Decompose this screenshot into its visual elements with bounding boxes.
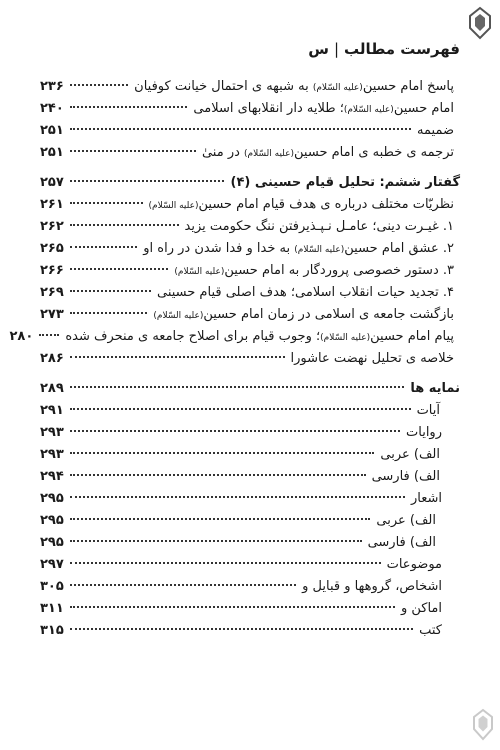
toc-entry-page-number: ۲۹۵ [40, 513, 64, 528]
toc-entry-page-number: ۲۶۱ [40, 197, 64, 212]
toc-entry-title [372, 466, 440, 489]
toc-entry-title-main: ۳. دستور خصوصی پروردگار به امام حسین [224, 263, 454, 278]
toc-entry-leader-dots [70, 452, 375, 454]
toc-entry [40, 554, 460, 576]
toc-entry-title-main: ضمیمه [417, 123, 454, 138]
toc-entry [40, 400, 460, 422]
toc-entry-title [230, 172, 460, 195]
toc-entry-page-number: ۳۱۱ [40, 601, 64, 616]
toc-entry-title [376, 510, 436, 533]
toc-entry-leader-dots [70, 246, 137, 248]
toc-entry-title-main: موضوعات [386, 557, 442, 572]
toc-entry-page-number: ۲۸۰ [9, 329, 34, 344]
toc-entry-page-number: ۲۶۵ [40, 241, 64, 256]
toc-entry-honorific: (علیه السّلام) [294, 245, 345, 255]
toc-entry-leader-dots [70, 540, 362, 542]
toc-entry-title [406, 422, 442, 445]
publisher-logo-icon [466, 6, 494, 40]
toc-entry-page-number: ۲۵۱ [40, 145, 64, 160]
toc-entry-title-main: ۲. عشق امام حسین [344, 241, 454, 256]
toc-entry-leader-dots [70, 430, 400, 432]
toc-entry [40, 532, 460, 554]
toc-entry-title-main: پاسخ امام حسین [362, 79, 454, 94]
header-separator: | [333, 40, 340, 58]
toc-entry-title [157, 282, 454, 305]
toc-entry-page-number: ۲۹۵ [40, 535, 64, 550]
toc-entry [40, 348, 460, 370]
toc-entry-title [410, 378, 460, 401]
toc-entry [40, 172, 460, 194]
toc-entry [40, 488, 460, 510]
toc-entry-title-rest: ؛ طلایه دار انقلابهای اسلامی [193, 101, 344, 116]
toc-entry-title-main: روایات [406, 425, 442, 440]
toc-entry-leader-dots [70, 180, 225, 182]
toc-entry-title [302, 576, 442, 599]
toc-entry-leader-dots [70, 562, 381, 564]
toc-entry-page-number: ۲۶۶ [40, 263, 64, 278]
toc-entry [40, 576, 460, 598]
toc-entry [40, 260, 460, 282]
toc-entry-title-main: ترجمه ی خطبه ی امام حسین [294, 145, 454, 160]
toc-entry [40, 422, 460, 444]
toc-entry-title-rest: به شبهه ی احتمال خیانت کوفیان [134, 79, 313, 94]
toc-entry-leader-dots [70, 518, 371, 520]
toc-entry-page-number: ۲۹۷ [40, 557, 64, 572]
toc-entry [40, 120, 460, 142]
toc-entry [40, 620, 460, 642]
toc-entry-title [417, 400, 440, 423]
toc-entry [40, 76, 460, 98]
toc-entry-leader-dots [70, 356, 285, 358]
toc-entry-honorific: (علیه السّلام) [343, 105, 394, 115]
toc-entry-title [411, 488, 442, 511]
toc-entry [40, 194, 460, 216]
toc-entry-title [153, 304, 454, 327]
header-page-letter: س [308, 40, 329, 58]
toc-entry-page-number: ۲۶۹ [40, 285, 64, 300]
toc-entry-page-number: ۲۵۱ [40, 123, 64, 138]
toc-entry-title-main: الف) فارسی [367, 535, 436, 550]
toc-entry-leader-dots [70, 606, 395, 608]
running-header [308, 40, 460, 58]
toc-entry-page-number: ۲۹۳ [40, 425, 64, 440]
toc-entry-leader-dots [70, 584, 296, 586]
header-title: فهرست مطالب [344, 40, 460, 58]
toc-entry-title-rest: به خدا و فدا شدن در راه او [143, 241, 295, 256]
toc-entry-title [380, 444, 440, 467]
toc-entry-title-main: امام حسین [393, 101, 454, 116]
toc-entry-page-number: ۲۶۲ [40, 219, 64, 234]
toc-entry-page-number: ۲۹۵ [40, 491, 64, 506]
toc-entry-page-number: ۳۱۵ [40, 623, 64, 638]
toc-entry-title [149, 194, 455, 217]
toc-entry-leader-dots [70, 628, 413, 630]
toc-entry-leader-dots [70, 290, 151, 292]
toc-entry-title-main: الف) فارسی [371, 469, 440, 484]
toc-entry-page-number: ۲۴۰ [40, 101, 64, 116]
toc-entry-title-main: اماکن و [400, 601, 442, 616]
toc-entry [9, 326, 460, 348]
toc-entry-title-main: گفتار ششم: تحلیل قیام حسینی (۴) [230, 175, 460, 190]
toc-entry [40, 304, 460, 326]
toc-entry-title [291, 348, 454, 371]
toc-entry-title-main: نمایه ها [410, 381, 460, 396]
toc-entry-title-main: پیام امام حسین [370, 329, 454, 344]
toc-entry-title [185, 216, 455, 239]
toc-entry-page-number: ۲۹۱ [40, 403, 64, 418]
toc-entry-page-number: ۲۹۳ [40, 447, 64, 462]
toc-entry-title-rest: در منیٰ [201, 145, 245, 160]
toc-entry [40, 378, 460, 400]
toc-entry-title-main: آیات [416, 403, 440, 418]
toc-entry-title [368, 532, 436, 555]
toc-entry-honorific: (علیه السّلام) [320, 333, 371, 343]
toc-entry-title-main: الف) عربی [380, 447, 440, 462]
toc-entry-leader-dots [70, 84, 128, 86]
toc-entry-leader-dots [39, 334, 59, 336]
toc-entry-honorific: (علیه السّلام) [153, 311, 204, 321]
toc-entry-leader-dots [70, 408, 411, 410]
toc-entry-honorific: (علیه السّلام) [148, 201, 199, 211]
toc-entry-leader-dots [70, 128, 411, 130]
toc-entry-title [143, 238, 454, 261]
toc-entry [40, 238, 460, 260]
toc-entry [40, 444, 460, 466]
toc-entry-leader-dots [70, 496, 405, 498]
toc-entry-title-main: اشخاص، گروهها و قبایل و [302, 579, 442, 594]
toc-entry-leader-dots [70, 202, 143, 204]
toc-entry-page-number: ۲۸۹ [40, 381, 64, 396]
toc-entry-title-main: ۱. غیـرت دینی؛ عامـل نـپـذیرفتن ننگ حکومت یزید [184, 219, 454, 234]
toc-entry [40, 216, 460, 238]
toc-entry-leader-dots [70, 312, 148, 314]
toc-entry-title-main: ۴. تجدید حیات انقلاب اسلامی؛ هدف اصلی قیام حسینی [156, 285, 454, 300]
toc-entry-leader-dots [70, 386, 405, 388]
toc-entry-title [419, 620, 442, 643]
toc-entry-page-number: ۲۹۴ [40, 469, 64, 484]
toc-entry [40, 598, 460, 620]
toc-entry-leader-dots [70, 474, 366, 476]
toc-entry-title-rest: ؛ وجوب قیام برای اصلاح جامعه ی منحرف شده [65, 329, 321, 344]
toc-entry-title-main: نظریّات مختلف درباره ی هدف قیام امام حسین [198, 197, 454, 212]
toc-entry-title-main: الف) عربی [376, 513, 436, 528]
toc-entry-leader-dots [70, 224, 179, 226]
toc-entry-title [401, 598, 442, 621]
toc-entry-leader-dots [70, 268, 169, 270]
toc-entry-title [65, 326, 454, 349]
toc-entry-page-number: ۲۳۶ [40, 79, 64, 94]
toc-entry [40, 142, 460, 164]
toc-entry-title [202, 142, 454, 165]
toc-entry-honorific: (علیه السّلام) [244, 149, 295, 159]
toc-entry-honorific: (علیه السّلام) [312, 83, 363, 93]
toc-entry-title [193, 98, 454, 121]
toc-entry-title-main: خلاصه ی تحلیل نهضت عاشورا [290, 351, 454, 366]
toc-entry-page-number: ۲۵۷ [40, 175, 64, 190]
toc-entry-title [134, 76, 454, 99]
toc-entry [40, 510, 460, 532]
toc-entry-title-main: بازگشت جامعه ی اسلامی در زمان امام حسین [203, 307, 454, 322]
toc-entry [40, 282, 460, 304]
toc-entry-title [174, 260, 454, 283]
toc-entry-leader-dots [70, 150, 196, 152]
toc-entry [40, 98, 460, 120]
toc-entry-page-number: ۲۷۳ [40, 307, 64, 322]
toc-entry-title-main: اشعار [410, 491, 442, 506]
toc-entry-page-number: ۳۰۵ [40, 579, 64, 594]
toc-entry-title [417, 120, 454, 143]
watermark-logo-icon [470, 708, 496, 742]
toc-entry-title-main: کتب [419, 623, 442, 638]
toc-entry-honorific: (علیه السّلام) [174, 267, 225, 277]
toc-entry-title [387, 554, 442, 577]
toc-entry-page-number: ۲۸۶ [40, 351, 64, 366]
toc-entry [40, 466, 460, 488]
toc-entry-leader-dots [70, 106, 188, 108]
